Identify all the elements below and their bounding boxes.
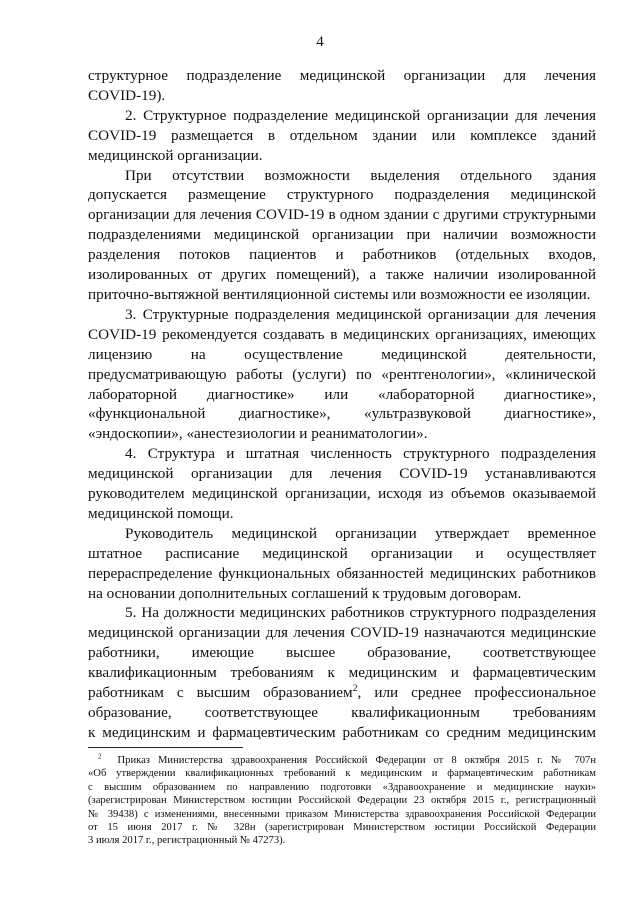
text-line: 5. На должности медицинских работников структурного подразделения bbox=[125, 604, 596, 622]
page-number: 4 bbox=[316, 34, 324, 50]
body-text bbox=[88, 66, 596, 743]
text-line: 2. Структурное подразделение медицинской организации для лечения bbox=[125, 106, 596, 124]
text-line: перераспределение функциональных обязанностей медицинских работников bbox=[88, 564, 596, 582]
text-line: COVID-19 размещается в отдельном здании или комплексе зданий bbox=[88, 126, 596, 144]
text-line: допускается размещение структурного подразделения медицинской bbox=[88, 186, 596, 204]
footnote bbox=[88, 754, 596, 848]
text-line: медицинской организации для лечения COVID-19 устанавливаются bbox=[88, 465, 596, 483]
footnote-line: № 39438) с изменениями, внесенными приказом Министерства здравоохранения Российской Федерации bbox=[88, 808, 596, 820]
text-line: медицинской организации для лечения COVID-19 назначаются медицинские bbox=[88, 624, 596, 642]
footnote-text: Приказ Министерства здравоохранения Российской Федерации от 8 октября 2015 г. № 707н bbox=[117, 755, 597, 766]
text-line: «функциональной диагностике», «ультразвуковой диагностике», bbox=[88, 405, 596, 423]
paragraph bbox=[88, 305, 596, 444]
paragraph bbox=[88, 524, 596, 604]
footnote-ref[interactable]: 2 bbox=[352, 683, 358, 695]
text-line: лабораторной диагностике» или «лабораторной диагностике», bbox=[88, 385, 596, 403]
text-line: COVID-19). bbox=[88, 86, 166, 104]
text-line: изолированных от других помещений), а также наличии изолированной bbox=[88, 266, 596, 284]
text-line: разделения потоков пациентов и работников (отдельных входов, bbox=[88, 246, 596, 264]
text-fragment: , или среднее профессиональное bbox=[357, 684, 596, 702]
text-line bbox=[88, 683, 596, 703]
text-line: работники, имеющие высшее образование, соответствующее bbox=[88, 644, 596, 662]
text-line: 3. Структурные подразделения медицинской организации для лечения bbox=[125, 305, 596, 323]
footnote-divider bbox=[88, 747, 243, 748]
text-line: приточно-вытяжной вентиляционной системы или возможности ее изоляции. bbox=[88, 285, 591, 303]
text-line: подразделениями медицинской организации при наличии возможности bbox=[88, 226, 596, 244]
text-line: образование, соответствующее квалификационным требованиям bbox=[88, 704, 596, 721]
paragraph bbox=[88, 444, 596, 524]
text-line: COVID-19 рекомендуется создавать в медицинских организациях, имеющих bbox=[88, 325, 596, 343]
paragraph bbox=[88, 603, 596, 742]
text-line: структурное подразделение медицинской организации для лечения bbox=[88, 67, 596, 84]
paragraph bbox=[88, 166, 596, 305]
text-line: руководителем медицинской организации, исходя из объемов оказываемой bbox=[88, 485, 596, 503]
footnote-marker: 2 bbox=[98, 753, 102, 761]
text-line: на основании дополнительных соглашений к трудовым договорам. bbox=[88, 584, 522, 602]
text-line: квалификационным требованиям к медицинским и фармацевтическим bbox=[88, 664, 596, 682]
text-line: При отсутствии возможности выделения отдельного здания bbox=[125, 166, 596, 184]
footnote-line: от 15 июня 2017 г. № 328н (зарегистрирован Министерством юстиции Российской Федерации bbox=[88, 822, 596, 834]
footnote-line: с высшим образованием по направлению подготовки «Здравоохранение и медицинские науки» bbox=[88, 781, 596, 793]
footnote-line bbox=[88, 754, 596, 767]
text-fragment: работникам с высшим образованием bbox=[88, 684, 353, 702]
paragraph bbox=[88, 66, 596, 106]
footnote-line: «Об утверждении квалификационных требований к медицинским и фармацевтическим работникам bbox=[88, 768, 596, 780]
text-line: медицинской помощи. bbox=[88, 504, 234, 522]
text-line: к медицинским и фармацевтическим работникам со средним медицинским bbox=[88, 723, 596, 741]
text-line: 4. Структура и штатная численность структурного подразделения bbox=[125, 445, 596, 463]
text-line: Руководитель медицинской организации утверждает временное bbox=[125, 524, 596, 542]
footnote-line: 3 июля 2017 г., регистрационный № 47273). bbox=[88, 835, 286, 847]
text-line: штатное расписание медицинской организации и осуществляет bbox=[88, 544, 596, 562]
text-line: лицензию на осуществление медицинской деятельности, bbox=[88, 345, 596, 363]
footnote-line: (зарегистрирован Министерством юстиции Российской Федерации 23 октября 2015 г., регистрационный bbox=[88, 795, 596, 807]
text-line: организации для лечения COVID-19 в одном здании с другими структурными bbox=[88, 206, 596, 224]
text-line: «эндоскопии», «анестезиологии и реаниматологии». bbox=[88, 425, 428, 443]
text-line: медицинской организации. bbox=[88, 146, 263, 164]
paragraph bbox=[88, 106, 596, 166]
text-line: предусматривающую работы (услуги) по «рентгенологии», «клинической bbox=[88, 365, 596, 383]
